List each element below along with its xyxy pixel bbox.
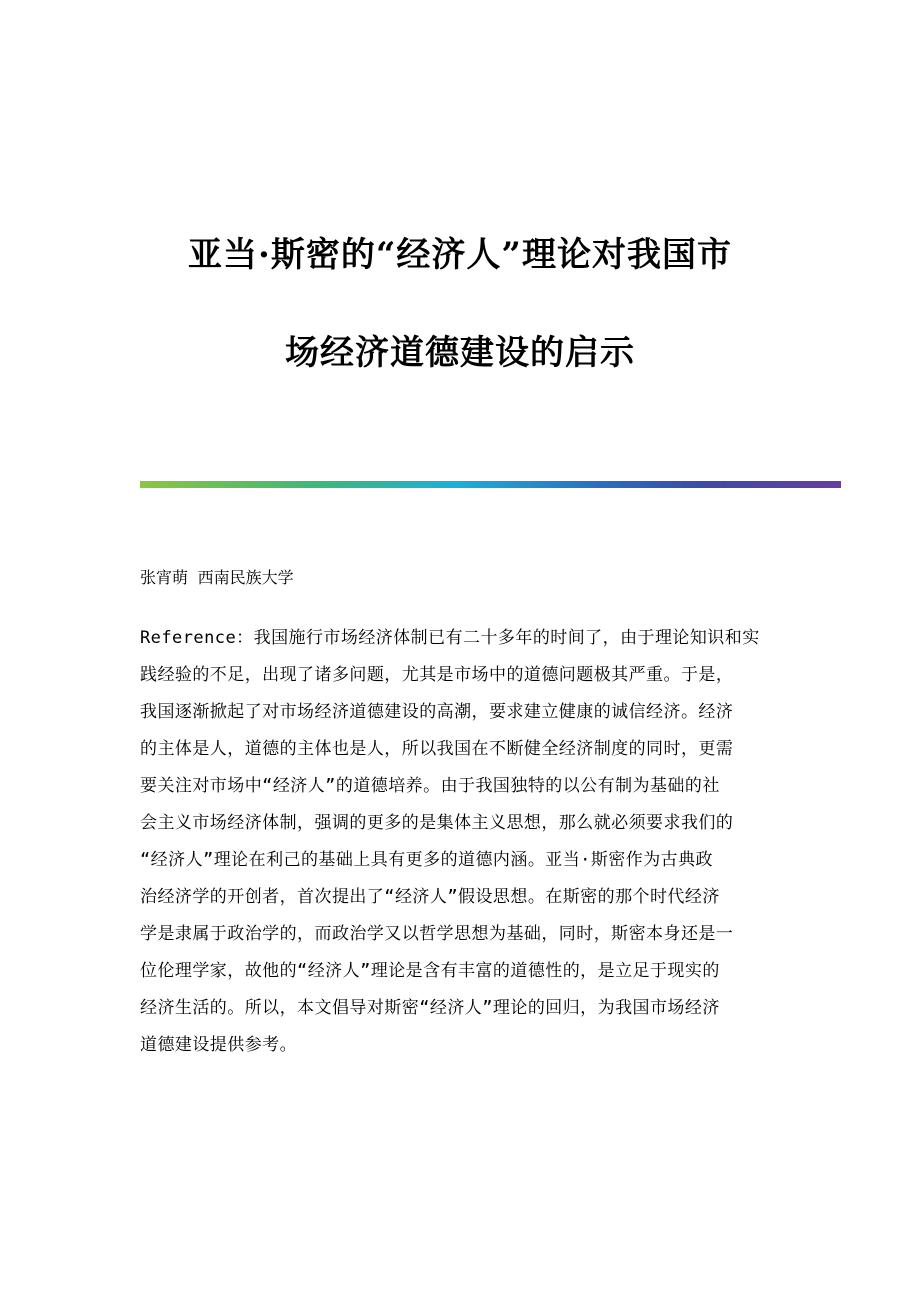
abstract-line: 我国逐渐掀起了对市场经济道德建设的高潮，要求建立健康的诚信经济。经济 xyxy=(140,702,734,722)
abstract-line: 要关注对市场中“经济人”的道德培养。由于我国独特的以公有制为基础的社 xyxy=(140,776,720,796)
document-title xyxy=(100,206,820,402)
abstract-line: 会主义市场经济体制，强调的更多的是集体主义思想，那么就必须要求我们的 xyxy=(140,813,734,833)
author-affiliation: 张宵萌 西南民族大学 xyxy=(140,568,294,587)
abstract-paragraph xyxy=(140,620,785,1064)
title-line-2: 场经济道德建设的启示 xyxy=(285,333,635,373)
abstract-line: 道德建设提供参考。 xyxy=(140,1035,298,1055)
abstract-line: 学是隶属于政治学的，而政治学又以哲学思想为基础，同时，斯密本身还是一 xyxy=(140,924,734,944)
abstract-line: 的主体是人，道德的主体也是人，所以我国在不断健全经济制度的同时，更需 xyxy=(140,739,734,759)
title-line-1: 亚当·斯密的“经济人”理论对我国市 xyxy=(188,235,732,275)
abstract-line: 践经验的不足，出现了诸多问题，尤其是市场中的道德问题极其严重。于是， xyxy=(140,665,734,685)
abstract-line: “经济人”理论在利己的基础上具有更多的道德内涵。亚当·斯密作为古典政 xyxy=(140,850,714,870)
abstract-line: 位伦理学家，故他的“经济人”理论是含有丰富的道德性的，是立足于现实的 xyxy=(140,961,720,981)
title-divider xyxy=(140,481,841,488)
abstract-line: 经济生活的。所以，本文倡导对斯密“经济人”理论的回归，为我国市场经济 xyxy=(140,998,720,1018)
abstract-line: 治经济学的开创者，首次提出了“经济人”假设思想。在斯密的那个时代经济 xyxy=(140,887,720,907)
abstract-line: Reference：我国施行市场经济体制已有二十多年的时间了，由于理论知识和实 xyxy=(140,628,760,648)
